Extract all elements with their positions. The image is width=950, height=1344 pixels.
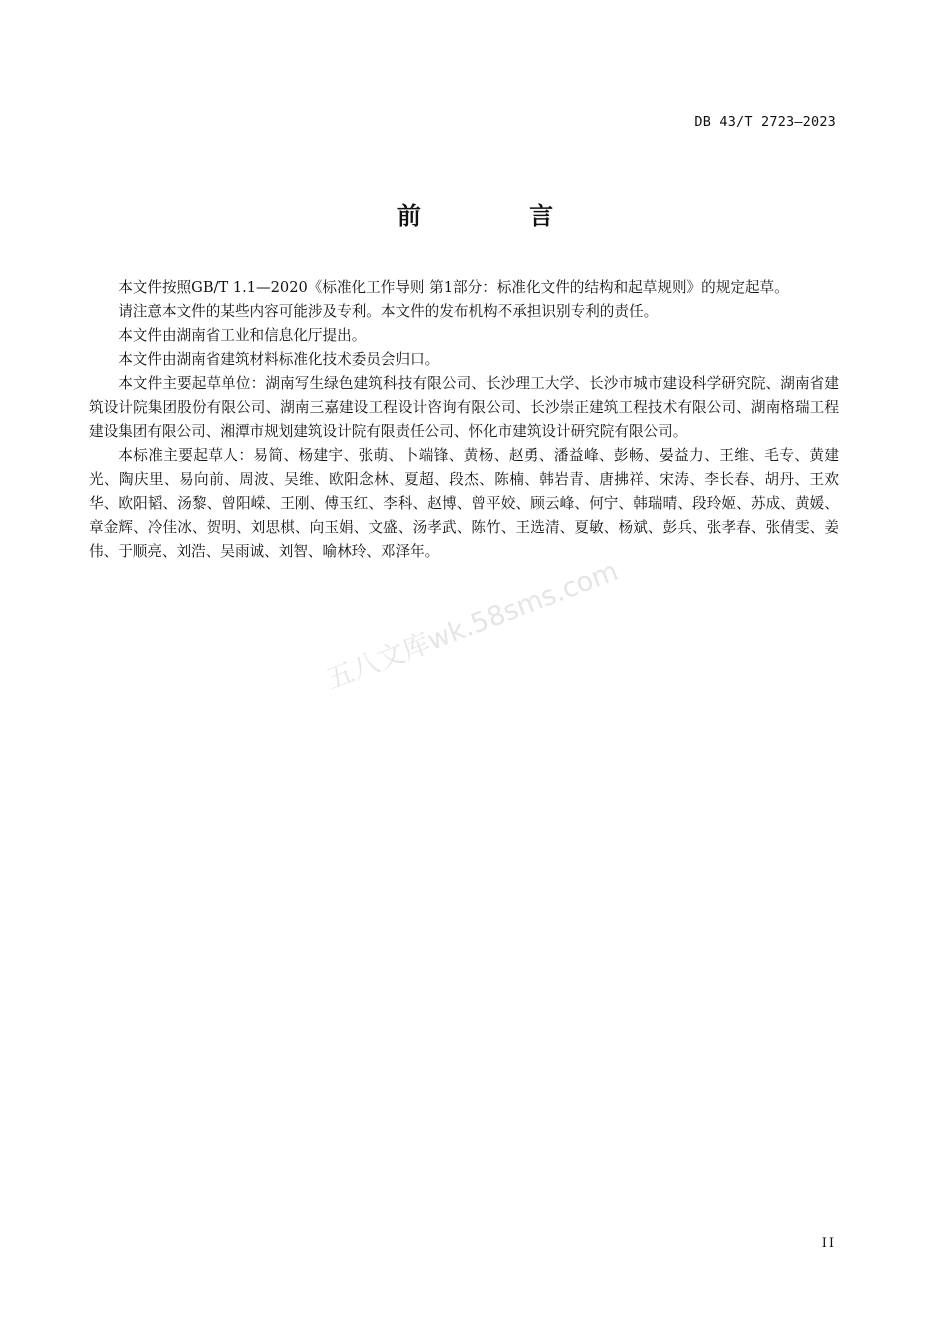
page-number: II [821,1236,836,1251]
page-title: 前 言 [396,202,604,230]
paragraph-drafters: 本标准主要起草人：易简、杨建宇、张萌、卜端锋、黄杨、赵勇、潘益峰、彭畅、晏益力、王维、毛专、黄建光、陶庆里、易向前、周波、吴维、欧阳念林、夏超、段杰、陈楠、韩岩青、唐拂祥、宋涛、李长春、胡丹、王欢华、欧阳韬、汤黎、曾阳嵘、王刚、傅玉红、李科、赵博、曾平姣、顾云峰、何宁、韩瑞晴、段玲姬、苏成、黄媛、章金辉、冷佳冰、贺明、刘思棋、向玉娟、文盛、汤孝武、陈竹、王选清、夏敏、杨斌、彭兵、张孝春、张倩雯、姜伟、于顺亮、刘浩、吴雨诚、刘智、喻林玲、邓泽年。 [89,447,839,560]
paragraph-drafting-units: 本文件主要起草单位：湖南写生绿色建筑科技有限公司、长沙理工大学、长沙市城市建设科学研究院、湖南省建筑设计院集团股份有限公司、湖南三嘉建设工程设计咨询有限公司、长沙崇正建筑工程技术有限公司、湖南格瑞工程建设集团有限公司、湘潭市规划建筑设计院有限责任公司、怀化市建筑设计研究院有限公司。 [89,375,839,440]
paragraph-patent-notice: 请注意本文件的某些内容可能涉及专利。本文件的发布机构不承担识别专利的责任。 [118,303,659,320]
watermark: 五八文库wk.58sms.com [322,555,623,696]
paragraph-proposer: 本文件由湖南省工业和信息化厅提出。 [118,327,367,344]
paragraph-committee: 本文件由湖南省建筑材料标准化技术委员会归口。 [118,351,440,368]
document-code: DB 43/T 2723—2023 [694,114,836,130]
document-body [89,276,839,564]
paragraph-drafting-rules: 本文件按照GB/T 1.1—2020《标准化工作导则 第1部分：标准化文件的结构和起草规则》的规定起草。 [118,279,789,296]
